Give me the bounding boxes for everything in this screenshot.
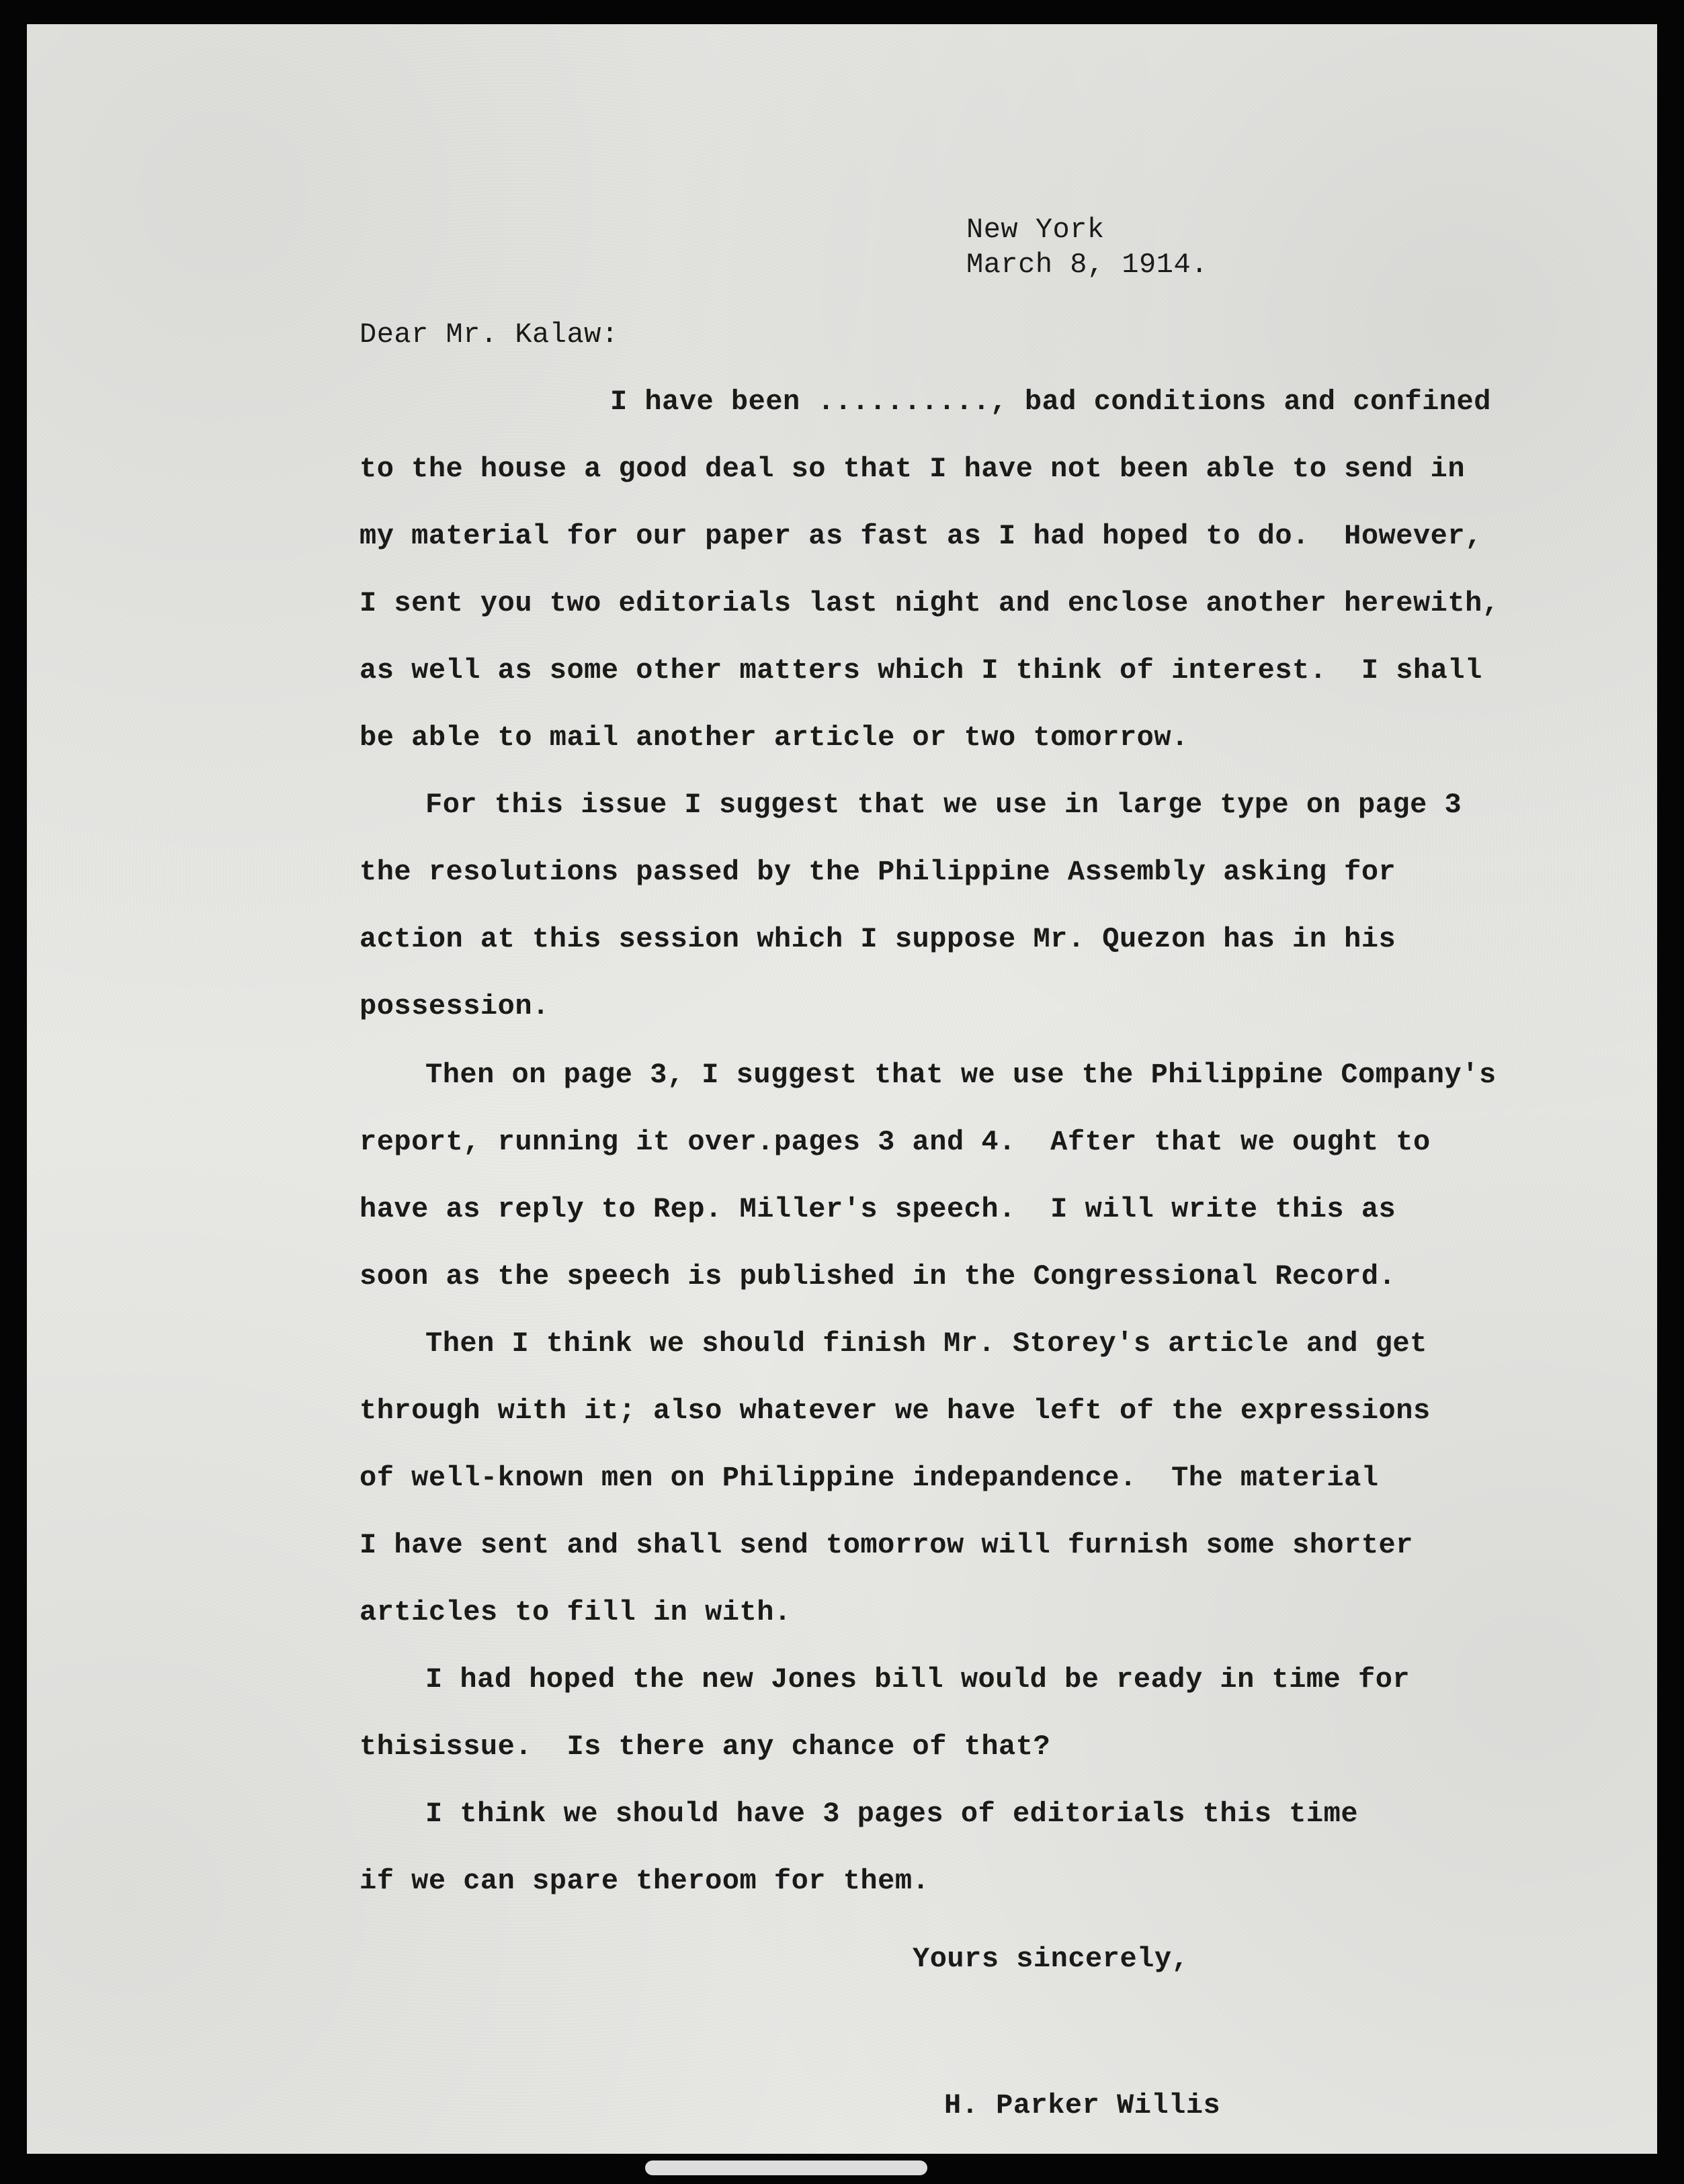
body-line: thisissue. Is there any chance of that? [360,1731,1051,1763]
body-line: be able to mail another article or two tomorrow. [360,722,1189,754]
body-line: I have been .........., bad conditions and confined [610,386,1491,418]
body-line: I sent you two editorials last night and enclose another herewith, [360,587,1500,619]
letter-place: New York [966,214,1105,246]
body-line: Then I think we should finish Mr. Storey's article and get [425,1327,1427,1360]
body-line: possession. [360,990,550,1022]
body-line: report, running it over.pages 3 and 4. After that we ought to [360,1126,1431,1158]
body-line: as well as some other matters which I think of interest. I shall [360,654,1482,687]
letter-signature: H. Parker Willis [944,2089,1221,2122]
letter-salutation: Dear Mr. Kalaw: [360,318,619,351]
body-line: my material for our paper as fast as I had hoped to do. However, [360,520,1482,552]
letter-closing: Yours sincerely, [913,1943,1189,1975]
body-line: if we can spare theroom for them. [360,1865,930,1897]
body-line: I think we should have 3 pages of editorials this time [425,1798,1359,1830]
body-line: I had hoped the new Jones bill would be ready in time for [425,1663,1411,1696]
body-line: For this issue I suggest that we use in large type on page 3 [425,789,1462,821]
body-line: of well-known men on Philippine indepandence. The material [360,1462,1379,1494]
body-line: to the house a good deal so that I have not been able to send in [360,453,1466,485]
scan-edge-mark [645,2160,927,2175]
body-line: articles to fill in with. [360,1596,792,1628]
body-line: have as reply to Rep. Miller's speech. I will write this as [360,1193,1396,1225]
body-line: action at this session which I suppose Mr. Quezon has in his [360,923,1396,955]
body-line: the resolutions passed by the Philippine Assembly asking for [360,856,1396,888]
body-line: Then on page 3, I suggest that we use the Philippine Company's [425,1059,1497,1091]
body-line: through with it; also whatever we have left of the expressions [360,1395,1431,1427]
body-line: I have sent and shall send tomorrow will furnish some shorter [360,1529,1413,1561]
body-line: soon as the speech is published in the Congressional Record. [360,1260,1396,1293]
letter-date: March 8, 1914. [966,249,1208,281]
